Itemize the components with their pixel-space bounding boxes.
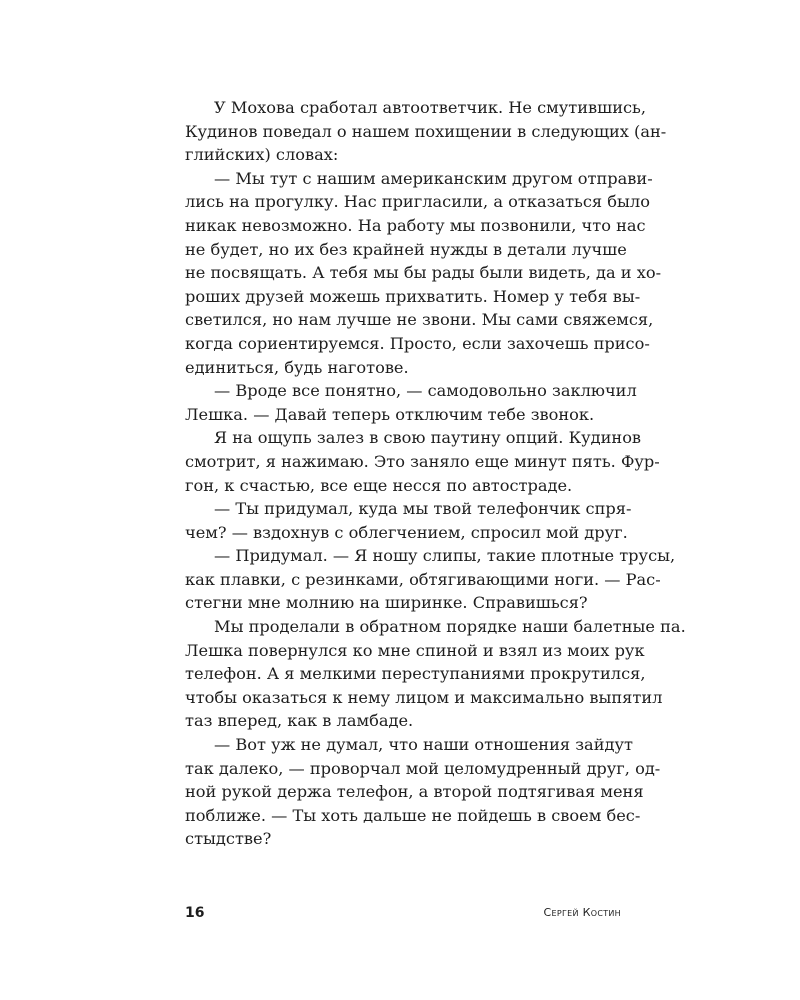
text-line: лись на прогулку. Нас пригласили, а отказаться было [185,192,650,212]
text-line: стегни мне молнию на ширинке. Справишься? [185,593,588,613]
text-line: никак невозможно. На работу мы позвонили, что нас [185,215,646,235]
text-line: когда сориентируемся. Просто, если захочешь присо- [185,333,650,353]
text-line: светился, но нам лучше не звони. Мы сами свяжемся, [185,310,654,330]
text-line: таз вперед, как в ламбаде. [185,711,414,731]
text-line: так далеко, — проворчал мой целомудренный друг, од- [185,758,661,778]
page-number: 16 [185,905,205,921]
text-line: чем? — вздохнув с облегчением, спросил мой друг. [185,522,628,542]
text-line: У Мохова сработал автоответчик. Не смутившись, [214,98,647,117]
text-line: не будет, но их без крайней нужды в детали лучше [185,239,627,259]
text-line: Кудинов поведал о нашем похищении в следующих (ан- [185,121,667,141]
text-line: чтобы оказаться к нему лицом и максимально выпятил [185,687,663,707]
text-line: глийских) словах: [185,145,339,165]
text-line: не посвящать. А тебя мы бы рады были видеть, да и хо- [185,263,662,283]
text-line: Я на ощупь залез в свою паутину опций. Кудинов [214,428,642,448]
text-line: — Вот уж не думал, что наши отношения зайдут [214,735,633,755]
text-line: роших друзей можешь прихватить. Номер у тебя вы- [185,286,641,306]
text-line: Мы проделали в обратном порядке наши балетные па. [214,617,686,637]
text-line: — Придумал. — Я ношу слипы, такие плотные трусы, [214,546,676,566]
text-line: стыдстве? [185,829,272,849]
text-line: как плавки, с резинками, обтягивающими ноги. — Рас- [185,569,661,589]
text-line: поближе. — Ты хоть дальше не пойдешь в своем бес- [185,805,641,825]
text-line: — Ты придумал, куда мы твой телефончик спря- [214,499,632,519]
text-line: гон, к счастью, все еще несся по автостраде. [185,475,573,495]
text-line: — Мы тут с нашим американским другом отправи- [214,168,653,188]
text-line: смотрит, я нажимаю. Это заняло еще минут пять. Фур- [185,451,660,471]
text-line: Лешка. — Давай теперь отключим тебе звонок. [185,404,595,424]
text-line: — Вроде все понятно, — самодовольно заключил [214,381,637,401]
text-line: единиться, будь наготове. [185,357,409,377]
running-header-author: Сергей Костин [543,906,621,919]
page-footer [185,903,621,923]
body-text [185,96,686,851]
text-line: Лешка повернулся ко мне спиной и взял из моих рук [185,640,645,660]
text-line: телефон. А я мелкими переступаниями прокрутился, [185,664,646,684]
text-line: ной рукой держа телефон, а второй подтягивая меня [185,782,644,802]
